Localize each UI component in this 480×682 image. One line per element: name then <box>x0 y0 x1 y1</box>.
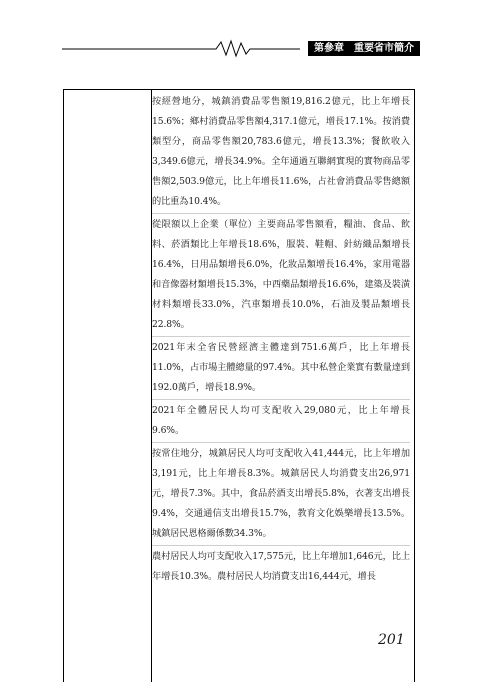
paragraph-commodity-retail: 從限額以上企業（單位）主要商品零售額看，糧油、食品、飲料、菸酒類比上年增長18.6%，服裝、鞋帽、針紡織品類增長16.4%，日用品類增長6.0%，化妝品類增長16.4%，家用電器和音像器材類增長15.3%，中西藥品類增長16.6%，建築及裝潢材料類增長33.0%，汽車類增長10.0%，石油及製品類增長22.8%。 <box>152 215 410 337</box>
paragraph-retail-sales: 按經營地分，城鎮消費品零售額19,816.2億元，比上年增長15.6%；鄉村消費品零售額4,317.1億元，增長17.1%。按消費類型分，商品零售額20,783.6億元，增長13.3%；餐飲收入3,349.6億元，增長34.9%。全年通過互聯網實現的實物商品零售額2,503.9億元，比上年增長11.6%，占社會消費品零售總額的比重為10.4%。 <box>152 92 410 214</box>
paragraph-urban-income: 按常住地分，城鎮居民人均可支配收入41,444元，比上年增加3,191元，比上年增長8.3%。城鎮居民人均消費支出26,971元，增長7.3%。其中，食品菸酒支出增長5.8%，衣著支出增長9.4%，交通通信支出增長15.7%，教育文化娛樂增長13.5%。城鎮居民恩格爾係數34.3%。 <box>152 444 410 546</box>
page-number: 201 <box>378 632 405 648</box>
chapter-title: 第參章 重要省市簡介 <box>308 41 420 56</box>
paragraph-disposable-income: 2021年全體居民人均可支配收入29,080元，比上年增長9.6%。 <box>152 401 410 443</box>
page-header <box>0 38 480 58</box>
paragraph-private-economy: 2021年末全省民營經濟主體達到751.6萬戶，比上年增長11.0%，占市場主體總量的97.4%。其中私營企業實有數量達到192.0萬戶，增長18.9%。 <box>152 338 410 400</box>
paragraph-rural-income: 農村居民人均可支配收入17,575元，比上年增加1,646元，比上年增長10.3%。農村居民人均消費支出16,444元，增長 <box>152 551 410 582</box>
table-content <box>152 92 410 589</box>
